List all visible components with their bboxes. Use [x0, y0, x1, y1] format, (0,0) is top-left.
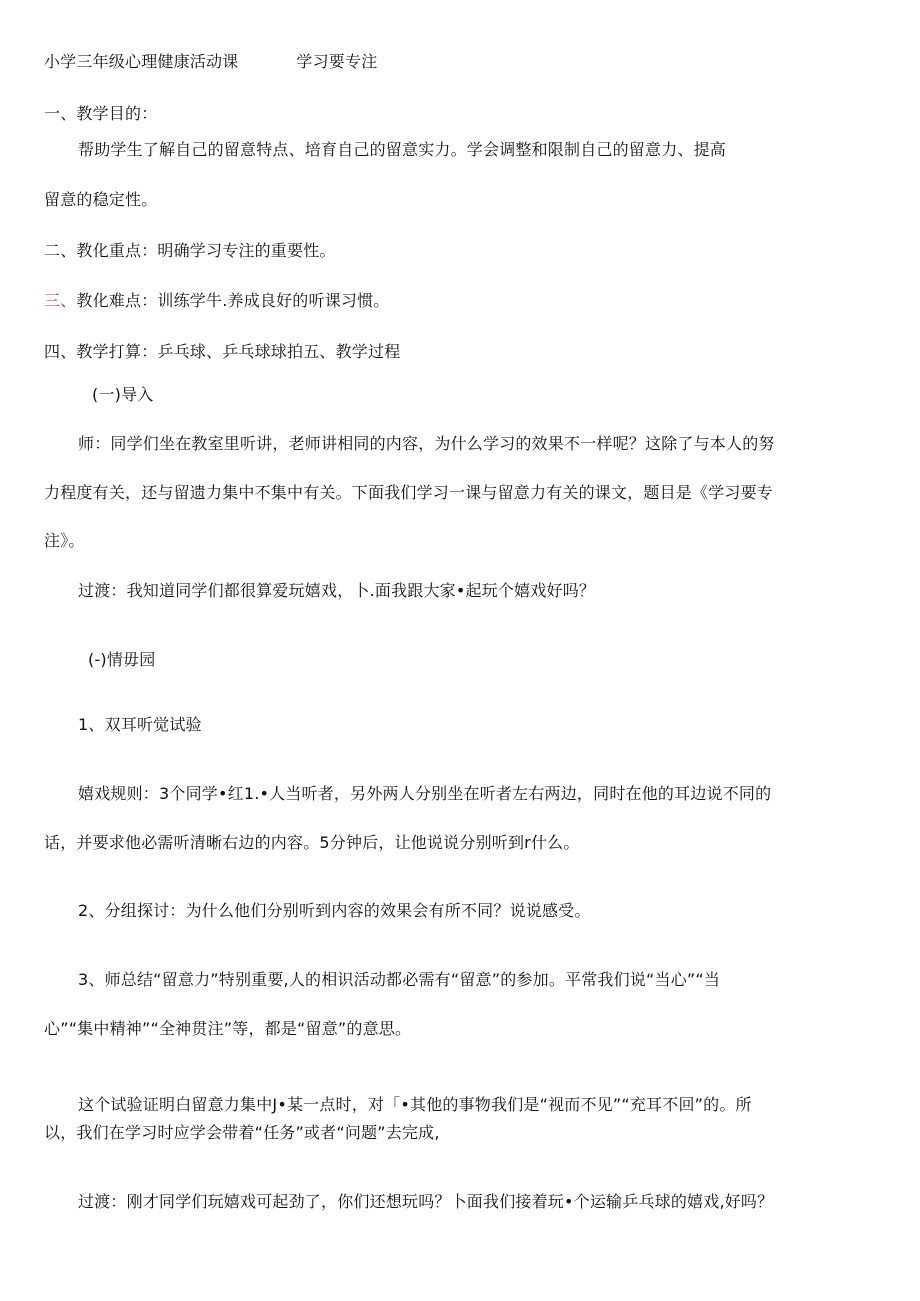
para-1-line-3: 注》。	[44, 531, 85, 550]
para-5: 过渡：刚才同学们玩嬉戏可起劲了，你们还想玩吗？卜面我们接着玩•个运输乒乓球的嬉戏,好吗？	[78, 1192, 774, 1211]
section-1-text-line-2: 留意的稳定性。	[44, 190, 158, 209]
subsection-scenario: (-)情毋园	[88, 650, 156, 669]
subsection-intro: (一)导入	[92, 385, 154, 404]
title-left: 小学三年级心理健康活动课	[44, 52, 239, 71]
para-3-line-2: 话，并要求他必需听清晰右边的内容。5分钟后，让他说说分别听到r什么。	[44, 833, 580, 852]
para-4-line-2: 以，我们在学习时应学会带着“任务”或者“问题”去完成,	[44, 1123, 440, 1142]
doc-title	[44, 51, 377, 73]
section-1-heading: 一、教学目的：	[44, 104, 158, 123]
section-4-heading: 四、教学打算：乒乓球、乒乓球球拍五、教学过程	[44, 342, 401, 361]
section-3-number: 三、	[44, 291, 77, 310]
section-2-heading: 二、教化重点：明确学习专注的重要性。	[44, 241, 336, 260]
para-3-line-1: 嬉戏规则：3个同学•红1.•人当听者，另外两人分别坐在听者左右两边，同时在他的耳边说不同的	[78, 784, 772, 803]
item-1: 1、双耳听觉试验	[78, 715, 202, 734]
para-1-line-1: 师：同学们坐在教室里听讲，老师讲相同的内容，为什么学习的效果不一样呢？这除了与本人的努	[78, 434, 775, 453]
item-2: 2、分组探讨：为什么他们分别听到内容的效果会有所不同？说说感受。	[78, 901, 591, 920]
para-2: 过渡：我知道同学们都很算爱玩嬉戏，卜.面我跟大家•起玩个嬉戏好吗？	[78, 581, 596, 600]
para-1-line-2: 力程度有关，还与留遗力集中不集中有关。下面我们学习一课与留意力有关的课文，题目是《学习要专	[44, 483, 774, 502]
item-3-line-2: 心”“集中精神”“全神贯注”等，都是“留意”的意思。	[44, 1019, 412, 1038]
item-3-line-1: 3、师总结“留意力”特别重要,人的相识活动都必需有“留意”的参加。平常我们说“当心”“当	[78, 970, 721, 989]
section-3-heading	[44, 290, 390, 312]
section-1-text-line-1: 帮助学生了解自己的留意特点、培育自己的留意实力。学会调整和限制自己的留意力、提高	[78, 140, 727, 159]
section-3-text: 教化难点：训练学牛.养成良好的听课习惯。	[76, 291, 390, 310]
title-right: 学习要专注	[296, 52, 378, 71]
para-4-line-1: 这个试验证明白留意力集中J•某一点时，对「•其他的事物我们是“视而不见”“充耳不回”的。所	[78, 1095, 752, 1114]
